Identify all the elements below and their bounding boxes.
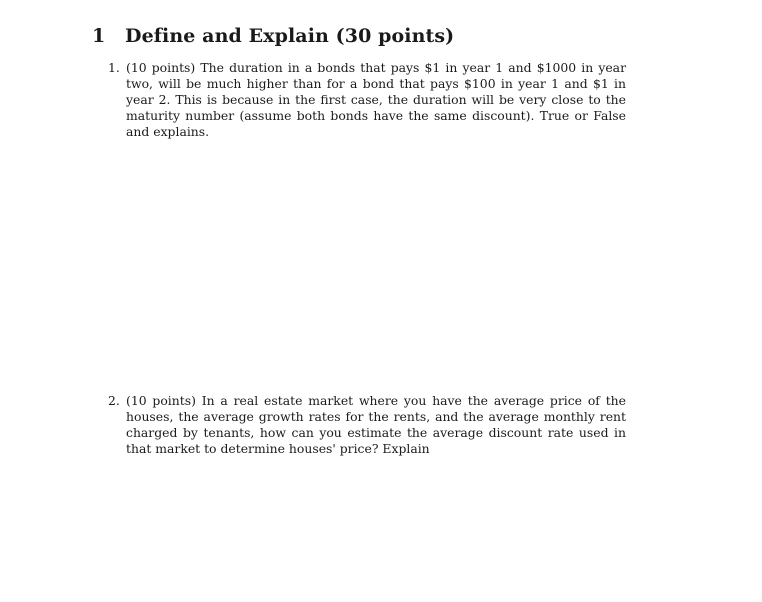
section-heading [92, 25, 454, 47]
question-item-2 [108, 393, 626, 457]
question-text: (10 points) In a real estate market where you have the average price of the houses, the average growth rates for the rents, and the average monthly rent charged by tenants, how can you estimate the average discount rate used in that market to determine houses' price? Explain [126, 393, 626, 456]
section-title: Define and Explain (30 points) [125, 25, 455, 47]
question-text: (10 points) The duration in a bonds that pays $1 in year 1 and $1000 in year two, will be much higher than for a bond that pays $100 in year 1 and $1 in year 2. This is because in the first case, the duration will be very close to the maturity number (assume both bonds have the same discount). True or False and explains. [126, 60, 626, 139]
question-number: 2. [108, 393, 120, 408]
section-number: 1 [92, 25, 106, 47]
question-item-1 [108, 60, 626, 140]
question-number: 1. [108, 60, 120, 75]
